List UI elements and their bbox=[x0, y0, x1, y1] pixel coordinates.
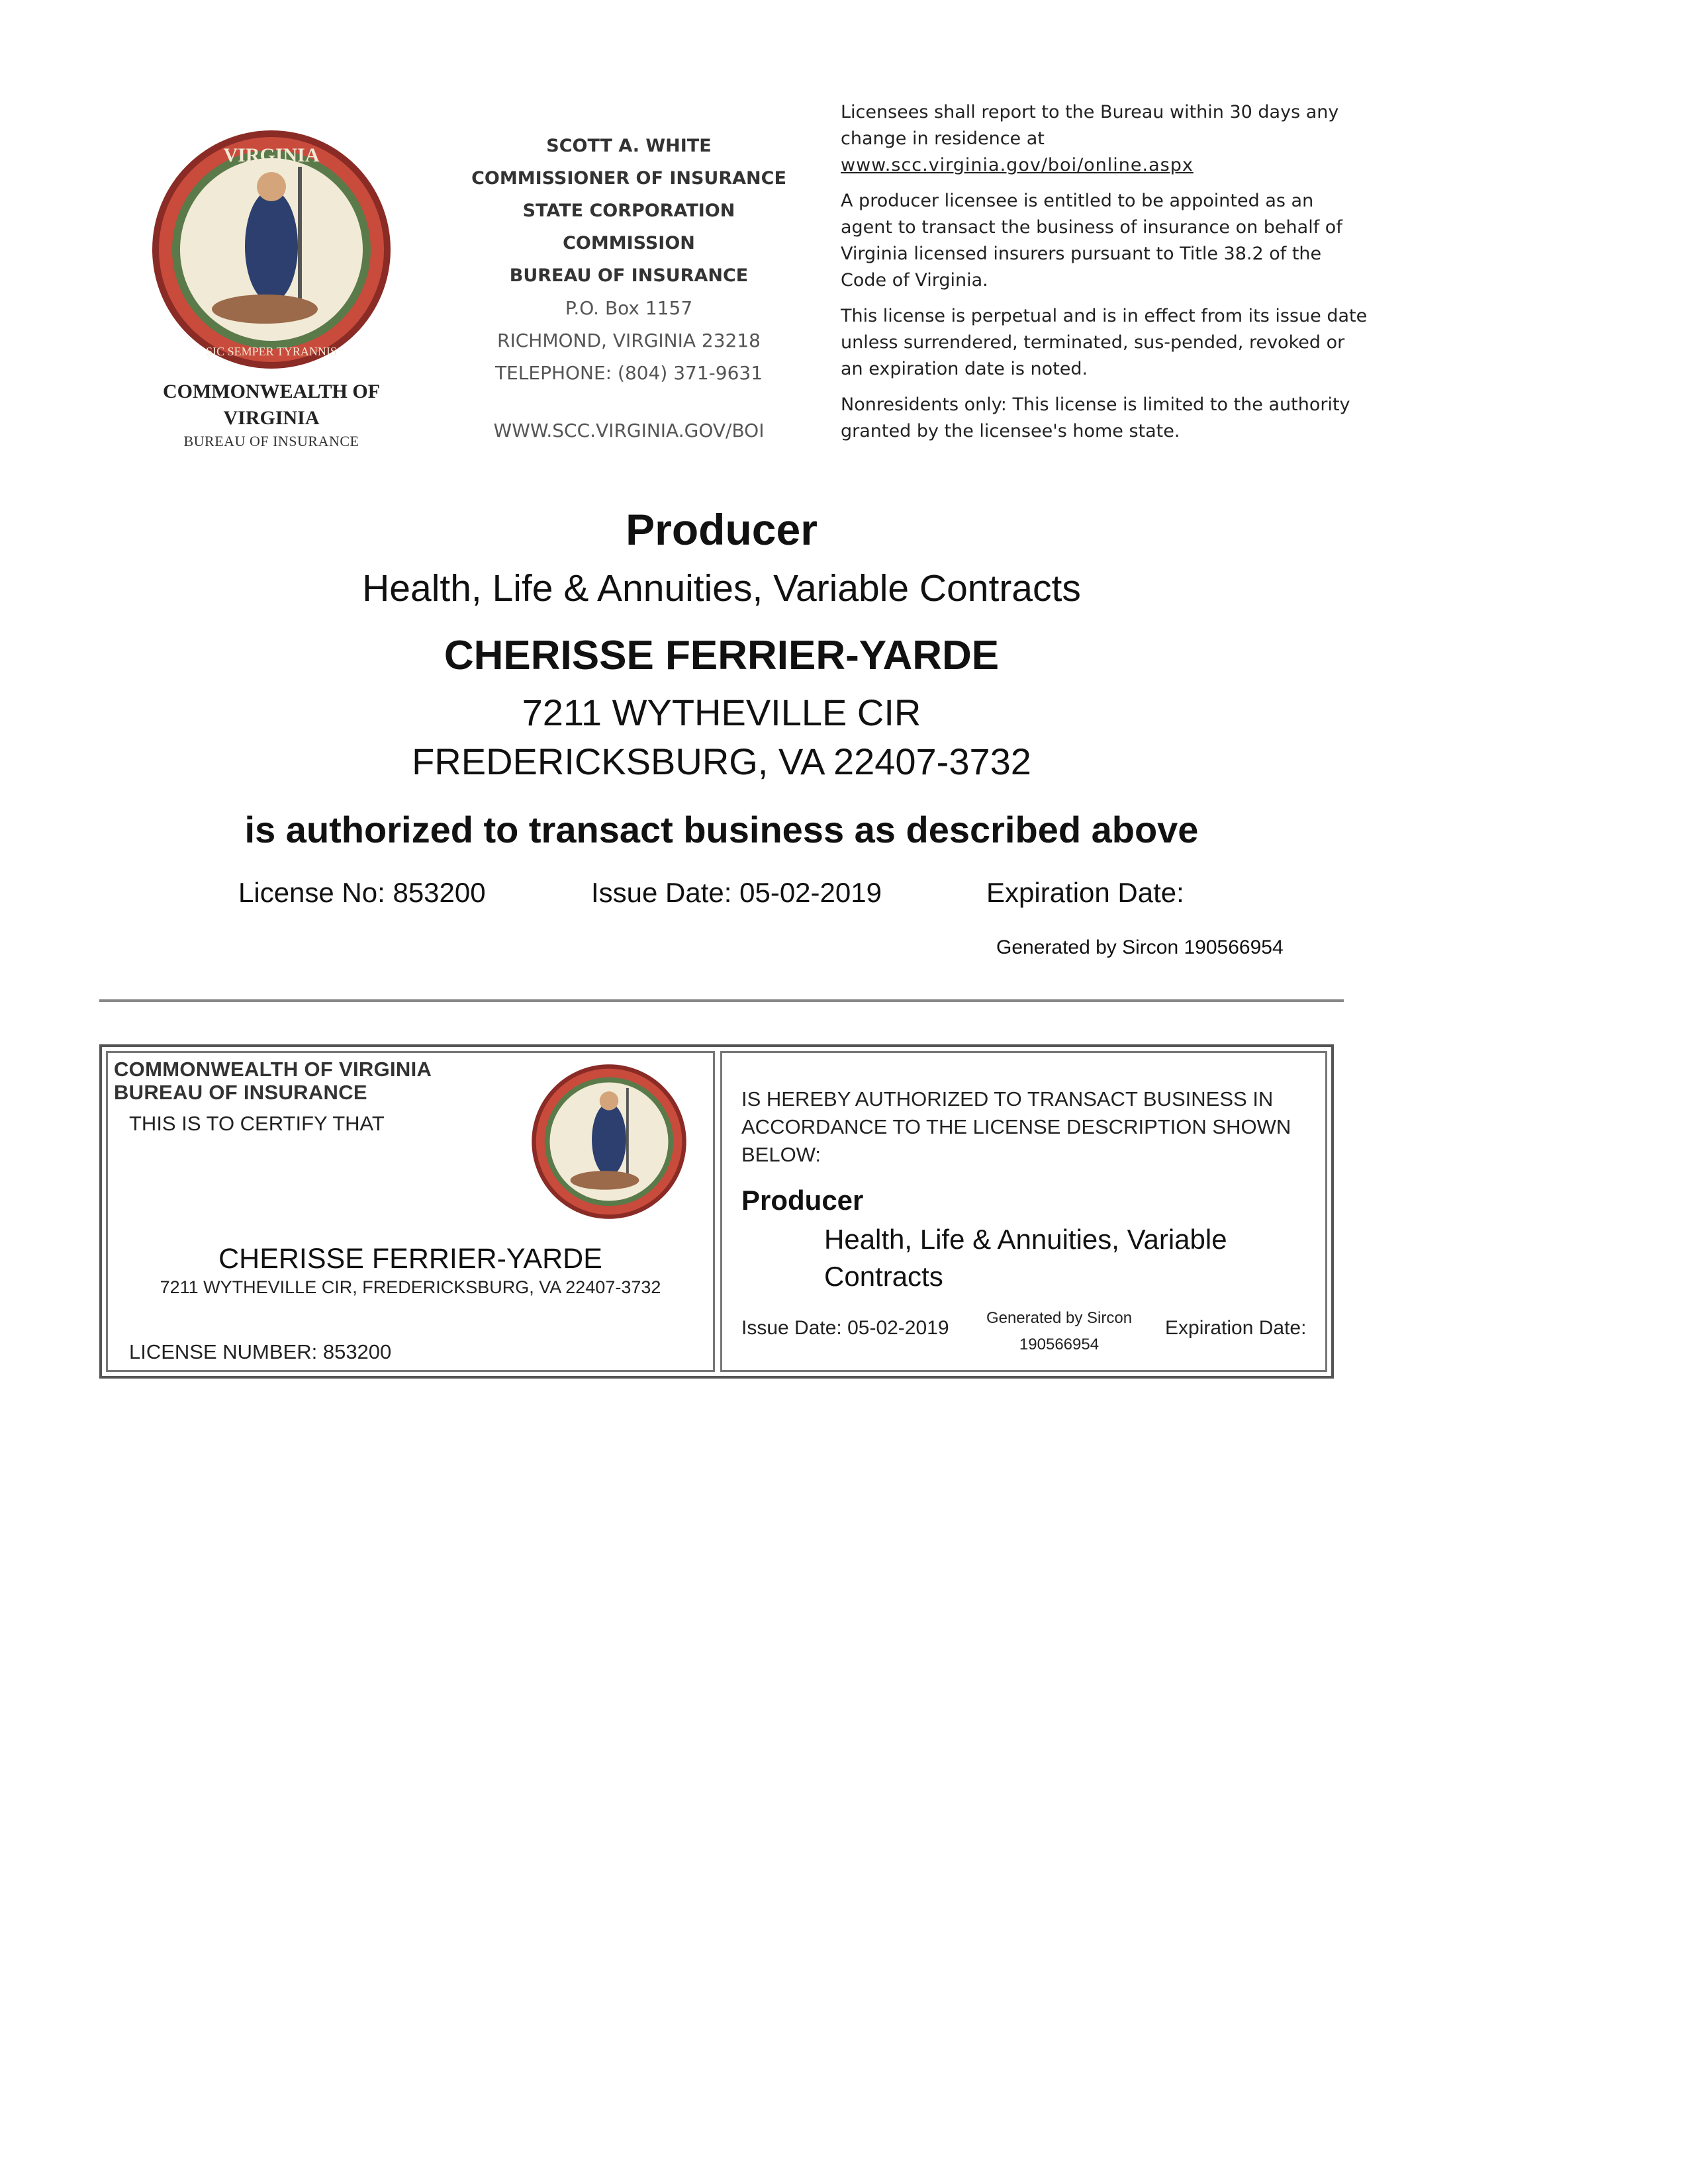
license-type: Producer bbox=[626, 505, 818, 554]
card-generated-line2: 190566954 bbox=[1019, 1336, 1100, 1353]
authorization-statement: is authorized to transact business as described above bbox=[244, 809, 1199, 850]
commissioner-title: COMMISSIONER OF INSURANCE bbox=[471, 168, 786, 189]
card-generated-by bbox=[973, 1305, 1145, 1358]
card-authorized-text: IS HEREBY AUTHORIZED TO TRANSACT BUSINESS IN ACCORDANCE TO THE LICENSE DESCRIPTION SHOWN BELOW: bbox=[741, 1087, 1291, 1166]
note-perpetual: This license is perpetual and is in effect from its issue date unless surrendered, terminated, sus-pended, revoked or an expiration date is noted. bbox=[841, 306, 1368, 379]
commissioner-name: SCOTT A. WHITE bbox=[546, 136, 712, 156]
generated-by: Generated by Sircon 190566954 bbox=[996, 936, 1284, 958]
card-license-number: LICENSE NUMBER: 853200 bbox=[129, 1340, 392, 1363]
agency-line1: STATE CORPORATION bbox=[522, 201, 735, 221]
po-box: P.O. Box 1157 bbox=[565, 297, 693, 319]
issue-date: Issue Date: 05-02-2019 bbox=[591, 877, 882, 908]
expiration-date: Expiration Date: bbox=[986, 877, 1184, 908]
card-virginia-seal bbox=[530, 1062, 688, 1221]
seal-caption-line2: VIRGINIA bbox=[223, 407, 320, 429]
virginia-seal bbox=[149, 127, 394, 372]
note-nonresident: Nonresidents only: This license is limited to the authority granted by the licensee's home state. bbox=[841, 394, 1350, 441]
card-issue-date: Issue Date: 05-02-2019 bbox=[741, 1317, 949, 1339]
website: WWW.SCC.VIRGINIA.GOV/BOI bbox=[493, 420, 765, 441]
seal-caption-bureau: BUREAU OF INSURANCE bbox=[183, 433, 359, 449]
license-lines: Health, Life & Annuities, Variable Contracts bbox=[362, 567, 1081, 610]
card-heading-commonwealth: COMMONWEALTH OF VIRGINIA bbox=[114, 1058, 432, 1081]
seal-bottom-text: SIC SEMPER TYRANNIS bbox=[206, 345, 337, 358]
holder-address-line1: 7211 WYTHEVILLE CIR bbox=[522, 692, 921, 733]
city-state: RICHMOND, VIRGINIA 23218 bbox=[497, 330, 761, 351]
agency-line2: COMMISSION bbox=[563, 233, 695, 253]
commissioner-block bbox=[430, 130, 827, 447]
divider bbox=[99, 999, 1344, 1002]
seal-top-text: VIRGINIA bbox=[223, 144, 320, 166]
note-residence-text: Licensees shall report to the Bureau within 30 days any change in residence at bbox=[841, 102, 1339, 149]
holder-name: CHERISSE FERRIER-YARDE bbox=[444, 633, 1000, 678]
seal-caption-line1: COMMONWEALTH OF bbox=[162, 381, 381, 402]
card-holder-name: CHERISSE FERRIER-YARDE bbox=[218, 1243, 602, 1275]
license-notes bbox=[841, 99, 1370, 454]
card-generated-line1: Generated by Sircon bbox=[986, 1309, 1133, 1327]
note-appointment: A producer licensee is entitled to be appointed as an agent to transact the business of insurance on behalf of Virginia licensed insurers pursuant to Title 38.2 of the Code of Virginia. bbox=[841, 191, 1342, 291]
card-heading-bureau: BUREAU OF INSURANCE bbox=[114, 1081, 367, 1104]
card-license-lines: Health, Life & Annuities, Variable Contracts bbox=[824, 1224, 1227, 1292]
card-holder-address: 7211 WYTHEVILLE CIR, FREDERICKSBURG, VA 22407-3732 bbox=[160, 1277, 661, 1297]
card-license-type: Producer bbox=[741, 1185, 864, 1216]
note-residence bbox=[841, 99, 1370, 179]
holder-address-line2: FREDERICKSBURG, VA 22407-3732 bbox=[412, 741, 1031, 782]
residence-link[interactable]: www.scc.virginia.gov/boi/online.aspx bbox=[841, 155, 1194, 175]
bureau-name: BUREAU OF INSURANCE bbox=[509, 265, 749, 286]
seal-caption bbox=[126, 379, 417, 432]
license-number: License No: 853200 bbox=[238, 877, 486, 908]
telephone: TELEPHONE: (804) 371-9631 bbox=[494, 362, 763, 384]
card-expiration-date: Expiration Date: bbox=[1165, 1317, 1307, 1339]
card-certify-text: THIS IS TO CERTIFY THAT bbox=[129, 1112, 385, 1135]
